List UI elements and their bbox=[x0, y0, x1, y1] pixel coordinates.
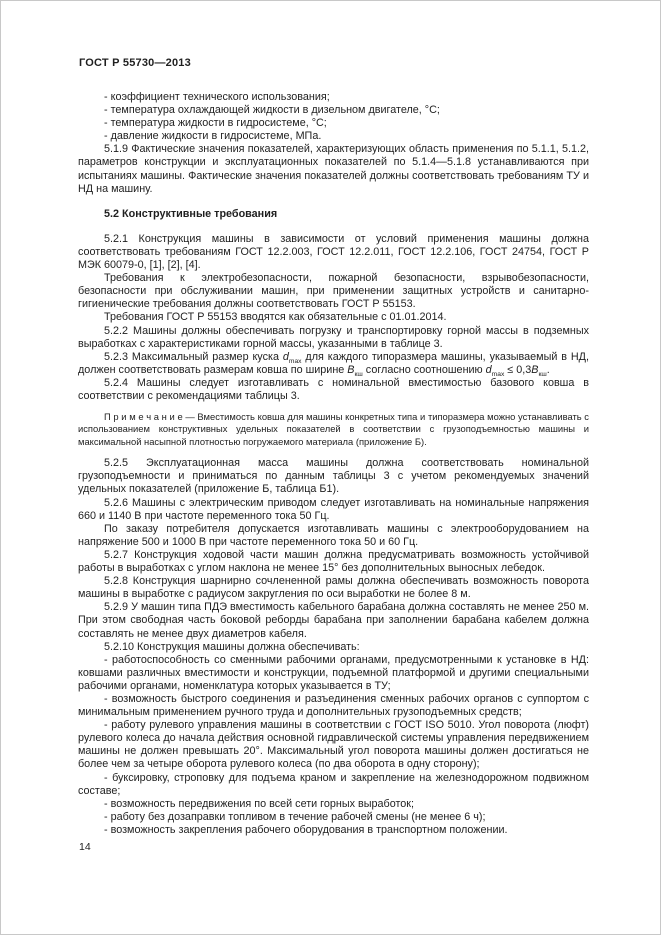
paragraph: 5.2.3 Максимальный размер куска $d_{max}$ для каждого типоразмера машины, указываемый в НД, должен соответствовать размерам ковша по ширине $B_{кш}$ согласно соотношению $d_{max} \le 0,3B_{кш}$. bbox=[78, 350, 589, 378]
paragraph: - температура жидкости в гидросистеме, °С; bbox=[104, 117, 327, 130]
paragraph: 5.2.1 Конструкция машины в зависимости от условий применения машины должна соответствовать требованиям ГОСТ 12.2.003, ГОСТ 12.2.011, ГОСТ 12.2.106, ГОСТ 24754, ГОСТ Р МЭК 60079-0, [1], [2], [4]. bbox=[78, 232, 589, 272]
paragraph: - возможность закрепления рабочего оборудования в транспортном положении. bbox=[104, 823, 508, 836]
paragraph: - работу без дозаправки топливом в течение рабочей смены (не менее 6 ч); bbox=[104, 810, 486, 823]
paragraph: - работу рулевого управления машины в соответствии с ГОСТ ISO 5010. Угол поворота (люфт) рулевого колеса до начала действия основной гидравлической системы управления передвижением машины не должен превышать 20°. Максимальный угол поворота машины должен достигаться не более чем за четыре оборота рулевого колеса (по два оборота в одну сторону); bbox=[78, 719, 589, 771]
paragraph: 5.2.4 Машины следует изготавливать с номинальной вместимостью базового ковша в соответствии с рекомендациями таблицы 3. bbox=[78, 376, 589, 402]
paragraph: 5.2.10 Конструкция машины должна обеспечивать: bbox=[104, 640, 360, 653]
paragraph: - температура охлаждающей жидкости в дизельном двигателе, °С; bbox=[104, 104, 440, 117]
paragraph: - коэффициент технического использования; bbox=[104, 91, 330, 103]
section-heading: 5.2 Конструктивные требования bbox=[104, 207, 278, 220]
note-paragraph: П р и м е ч а н и е — Вместимость ковша для машины конкретных типа и типоразмера можно устанавливать с использованием конструктивных удельных показателей в соответствии с грузоподъемностью машины и максимальной насыпной плотностью погружаемого материала (приложение Б). bbox=[78, 411, 589, 447]
paragraph: Требования ГОСТ Р 55153 вводятся как обязательные с 01.01.2014. bbox=[104, 311, 447, 324]
paragraph: - возможность быстрого соединения и разъединения сменных рабочих органов с суппортом с минимальным применением ручного труда и дополнительных грузоподъемных средств; bbox=[78, 692, 589, 719]
paragraph: 5.2.2 Машины должны обеспечивать погрузку и транспортировку горной массы в подземных выработках с характеристиками горной массы, указанными в таблице 3. bbox=[78, 324, 589, 350]
document-body bbox=[78, 91, 589, 837]
paragraph: 5.2.8 Конструкция шарнирно сочлененной рамы должна обеспечивать возможность поворота машины в выработке с радиусом закругления по оси выработки не более 8 м. bbox=[78, 575, 589, 601]
paragraph: - возможность передвижения по всей сети горных выработок; bbox=[104, 797, 415, 810]
paragraph: 5.2.6 Машины с электрическим приводом следует изготавливать на номинальные напряжения 660 и 1140 В при частоте переменного тока 50 Гц. bbox=[78, 496, 589, 522]
paragraph: - буксировку, строповку для подъема краном и закрепление на железнодорожном подвижном составе; bbox=[78, 771, 589, 797]
paragraph: По заказу потребителя допускается изготавливать машины с электрооборудованием на напряжение 500 и 1000 В при частоте переменного тока 50 и 60 Гц. bbox=[78, 522, 589, 548]
paragraph: 5.2.5 Эксплуатационная масса машины должна соответствовать номинальной грузоподъемности и приниматься по данным таблицы 3 с учетом рекомендуемых значений удельных показателей (приложение Б, таблица Б1). bbox=[78, 457, 589, 496]
paragraph: - работоспособность со сменными рабочими органами, предусмотренными к установке в НД: ковшами различных вместимости и конструкции, подъемной платформой и другими специальными рабочими органами, номенклатура которых указывается в ТУ; bbox=[78, 653, 589, 692]
page-number: 14 bbox=[79, 841, 91, 853]
paragraph: 5.2.7 Конструкция ходовой части машин должна предусматривать возможность устойчивой работы в выработках с углом наклона не менее 15° без дополнительных выносных лебедок. bbox=[78, 548, 589, 575]
paragraph: 5.2.9 У машин типа ПДЭ вместимость кабельного барабана должна составлять не менее 250 м. При этом свободная часть боковой реборды барабана при заполнении барабана кабелем должна составлять не менее двух диаметров кабеля. bbox=[78, 601, 589, 640]
paragraph: 5.1.9 Фактические значения показателей, характеризующих область применения по 5.1.1, 5.1.2, параметров конструкции и эксплуатационных показателей по 5.1.4—5.1.8 устанавливаются при испытаниях машины. Фактические значения показателей должны соответствовать требованиям ТУ и НД на машину. bbox=[78, 143, 589, 195]
paragraph: Требования к электробезопасности, пожарной безопасности, взрывобезопасности, безопасности при обслуживании машин, при применении защитных устройств и санитарно-гигиенические требования должны соответствовать ГОСТ Р 55153. bbox=[78, 272, 589, 311]
paragraph: - давление жидкости в гидросистеме, МПа. bbox=[104, 130, 322, 143]
document-header: ГОСТ Р 55730—2013 bbox=[79, 57, 191, 69]
